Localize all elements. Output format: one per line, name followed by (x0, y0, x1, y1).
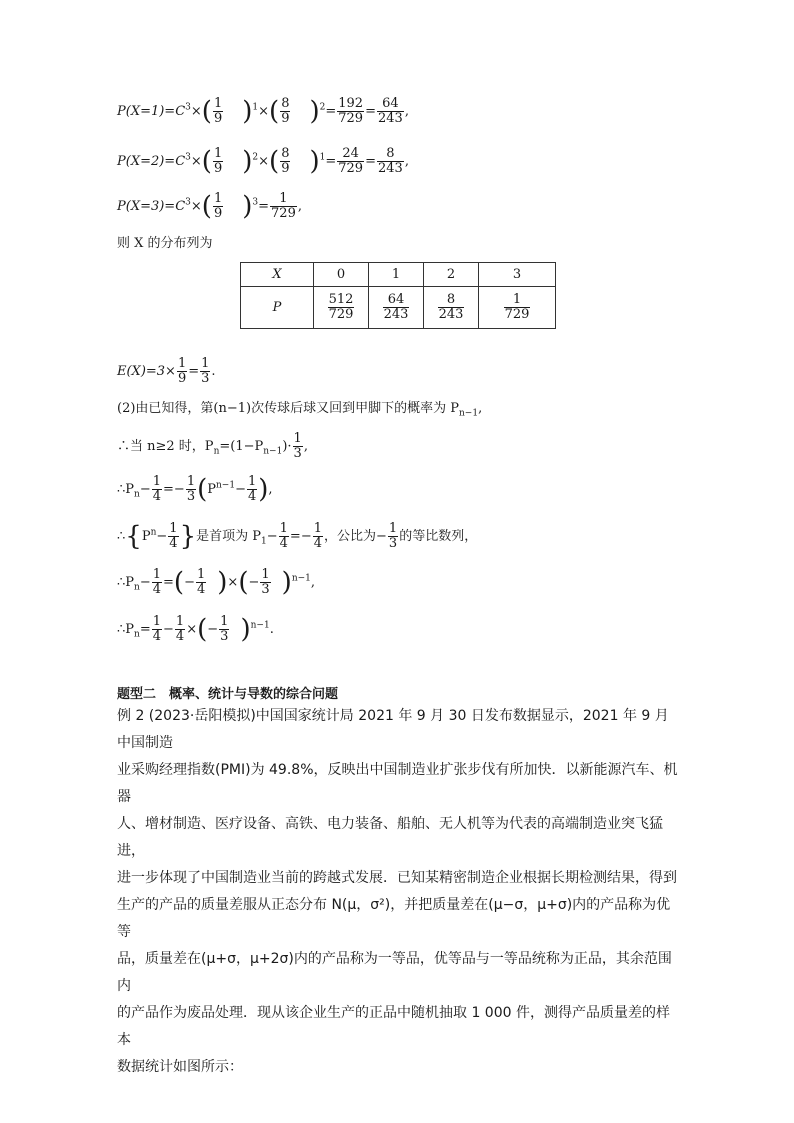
punctuation: , (404, 104, 409, 119)
formula-superscript: 3 (185, 152, 191, 163)
subscript: n (134, 582, 140, 593)
left-paren: ( (201, 191, 212, 222)
fraction: $\frac{1}{3}$ (220, 614, 229, 644)
fraction: $\frac{1}{3}$ (201, 356, 210, 386)
formula-superscript: 3 (185, 197, 191, 208)
geometric-sequence-statement (117, 522, 477, 551)
fraction: $\frac{1}{3}$ (293, 431, 302, 461)
left-brace: { (125, 521, 142, 552)
punctuation: , (310, 575, 316, 590)
text: =− (289, 529, 312, 544)
text: (2)由已知得，第(n−1)次传球后球又回到甲脚下的概率为 P (117, 401, 459, 416)
left-paren: ( (197, 614, 208, 645)
paragraph-line: 进一步体现了中国制造业当前的跨越式发展．已知某精密制造企业根据长期检测结果，得到 (117, 870, 677, 886)
formula-operator: = (325, 104, 337, 119)
fraction: $\frac{64}{243}$ (383, 292, 409, 322)
fraction: $\frac{1}{729}$ (504, 292, 530, 322)
text: )· (282, 439, 292, 454)
right-paren: ) (309, 146, 320, 177)
formula-operator: = (258, 199, 270, 214)
text: − (207, 622, 219, 637)
fraction: $\frac{512}{729}$ (328, 292, 354, 322)
fraction: $\frac{8}{9}$ (281, 96, 290, 126)
fraction: $\frac{1}{4}$ (175, 614, 185, 644)
formula-operator: × (190, 199, 202, 214)
text: ∴P (117, 575, 135, 590)
formula-operator: × (258, 104, 270, 119)
formula-operator: × (190, 154, 202, 169)
fraction: $\frac{1}{4}$ (196, 567, 206, 597)
subscript: n (134, 489, 140, 500)
exponent: 2 (319, 102, 326, 113)
formula-p-x-1 (117, 97, 409, 126)
text: = (163, 575, 174, 590)
distribution-intro: 则 X 的分布列为 (117, 236, 213, 251)
distribution-table (240, 262, 556, 329)
general-term-result (117, 615, 274, 644)
paragraph-line: 的产品作为废品处理．现从该企业生产的正品中随机抽取 1 000 件，测得产品质量差的样本 (117, 1005, 670, 1048)
general-term-step (117, 568, 315, 597)
text: ∴当 n≥2 时，P (117, 439, 214, 454)
paragraph-line: 例 2 (2023·岳阳模拟)中国国家统计局 2021 年 9 月 30 日发布数据显示，2021 年 9 月中国制造 (117, 708, 669, 751)
right-paren: ) (242, 191, 253, 222)
fraction: $\frac{8}{243}$ (378, 146, 403, 176)
text: ∴P (117, 622, 135, 637)
text: 是首项为 P (196, 529, 261, 544)
part-2-intro (117, 402, 482, 419)
formula-p-x-2 (117, 147, 409, 176)
fraction: $\frac{1}{729}$ (271, 191, 296, 221)
subscript: n (134, 629, 140, 640)
punctuation: . (269, 622, 274, 637)
superscript: n−1 (291, 573, 311, 584)
text: − (163, 622, 174, 637)
text: − (156, 529, 168, 544)
right-paren: ) (281, 567, 292, 598)
subscript: n−1 (458, 408, 479, 419)
paragraph-line: 业采购经理指数(PMI)为 49.8%，反映出中国制造业扩张步伐有所加快．以新能源汽车、机器 (117, 762, 678, 805)
text: =− (163, 482, 185, 497)
transformed-recurrence (117, 475, 273, 504)
fraction: $\frac{24}{729}$ (338, 146, 364, 176)
left-paren: ( (238, 567, 249, 598)
table-cell (424, 287, 479, 329)
fraction: $\frac{1}{9}$ (213, 146, 223, 176)
table-header-cell: P (241, 287, 314, 329)
table-cell (369, 287, 424, 329)
text: ∴P (117, 482, 135, 497)
text: = (139, 622, 151, 637)
text: − (266, 529, 278, 544)
expectation-formula (117, 357, 216, 386)
formula-lhs: P(X=1)=C (117, 104, 186, 119)
example-paragraph (117, 703, 682, 1081)
exponent: 2 (252, 152, 259, 163)
formula-operator: = (188, 364, 200, 379)
text: − (248, 575, 260, 590)
fraction: $\frac{1}{3}$ (186, 474, 196, 504)
left-paren: ( (173, 567, 185, 598)
right-paren: ) (309, 96, 320, 127)
subscript: n (213, 446, 220, 457)
subscript: 1 (261, 536, 267, 547)
formula-operator: × (190, 104, 202, 119)
formula-lhs: P(X=2)=C (117, 154, 186, 169)
formula-operator: = (365, 104, 376, 119)
superscript: n (150, 527, 157, 538)
table-header-cell: X (241, 263, 314, 287)
table-row (241, 287, 556, 329)
text: P (141, 529, 151, 544)
text: =(1−P (219, 439, 264, 454)
table-cell (314, 287, 369, 329)
text: − (235, 482, 246, 497)
fraction: $\frac{1}{9}$ (177, 356, 187, 386)
fraction: $\frac{192}{729}$ (338, 96, 364, 126)
text: 的等比数列， (399, 529, 478, 544)
punctuation: , (303, 439, 308, 454)
punctuation: , (404, 154, 409, 169)
fraction: $\frac{8}{243}$ (438, 292, 464, 322)
text: ∴ (117, 529, 126, 544)
punctuation: . (211, 364, 216, 379)
table-cell (479, 287, 556, 329)
fraction: $\frac{1}{4}$ (152, 614, 162, 644)
formula-lhs: P(X=3)=C (117, 199, 186, 214)
paragraph-line: 生产的产品的质量差服从正态分布 N(μ，σ²)，并把质量差在(μ−σ，μ+σ)内的产品称为优等 (117, 897, 671, 940)
table-cell: 3 (479, 263, 556, 287)
exponent: 3 (252, 197, 259, 208)
right-paren: ) (242, 96, 253, 127)
formula-operator: × (258, 154, 270, 169)
fraction: $\frac{1}{3}$ (261, 567, 270, 597)
right-paren: ) (258, 474, 269, 505)
formula-operator: = (325, 154, 337, 169)
left-paren: ( (201, 96, 212, 127)
paragraph-line: 品，质量差在(μ+σ，μ+2σ)内的产品称为一等品，优等品与一等品统称为正品，其余范围内 (117, 951, 672, 994)
left-paren: ( (269, 146, 280, 177)
superscript: n−1 (250, 620, 270, 631)
left-paren: ( (201, 146, 212, 177)
table-row (241, 263, 556, 287)
text: − (184, 575, 195, 590)
paragraph-line: 人、增材制造、医疗设备、高铁、电力装备、船舶、无人机等为代表的高端制造业突飞猛进， (117, 816, 663, 859)
formula-lhs: E(X)=3× (117, 364, 176, 379)
fraction: $\frac{1}{4}$ (247, 474, 257, 504)
fraction: $\frac{1}{4}$ (169, 521, 178, 551)
right-paren: ) (217, 567, 228, 598)
exponent: 1 (252, 102, 259, 113)
subscript: n−1 (263, 446, 283, 457)
text: − (139, 575, 151, 590)
left-paren: ( (269, 96, 280, 127)
text: × (227, 575, 239, 590)
section-heading: 题型二 概率、统计与导数的综合问题 (117, 687, 339, 702)
recurrence-formula (117, 432, 308, 461)
exponent: 1 (319, 152, 326, 163)
punctuation: , (268, 482, 273, 497)
fraction: $\frac{1}{3}$ (388, 521, 398, 551)
right-paren: ) (242, 146, 253, 177)
left-paren: ( (197, 474, 208, 505)
fraction: $\frac{1}{9}$ (213, 191, 223, 221)
table-cell: 0 (314, 263, 369, 287)
right-paren: ) (240, 614, 251, 645)
text: ，公比为− (324, 529, 387, 544)
fraction: $\frac{1}{9}$ (213, 96, 223, 126)
fraction: $\frac{8}{9}$ (281, 146, 290, 176)
punctuation: , (478, 401, 483, 416)
punctuation: , (297, 199, 302, 214)
right-brace: } (179, 521, 197, 552)
formula-superscript: 3 (185, 102, 191, 113)
fraction: $\frac{1}{4}$ (279, 521, 288, 551)
text: − (139, 482, 151, 497)
fraction: $\frac{1}{4}$ (152, 474, 162, 504)
text: × (186, 622, 198, 637)
formula-p-x-3 (117, 192, 302, 221)
table-cell: 1 (369, 263, 424, 287)
fraction: $\frac{1}{4}$ (152, 567, 162, 597)
text: P (207, 482, 216, 497)
table-cell: 2 (424, 263, 479, 287)
paragraph-line: 数据统计如图所示： (117, 1059, 243, 1075)
formula-operator: = (365, 154, 376, 169)
fraction: $\frac{64}{243}$ (378, 96, 403, 126)
superscript: n−1 (216, 480, 236, 491)
fraction: $\frac{1}{4}$ (313, 521, 322, 551)
